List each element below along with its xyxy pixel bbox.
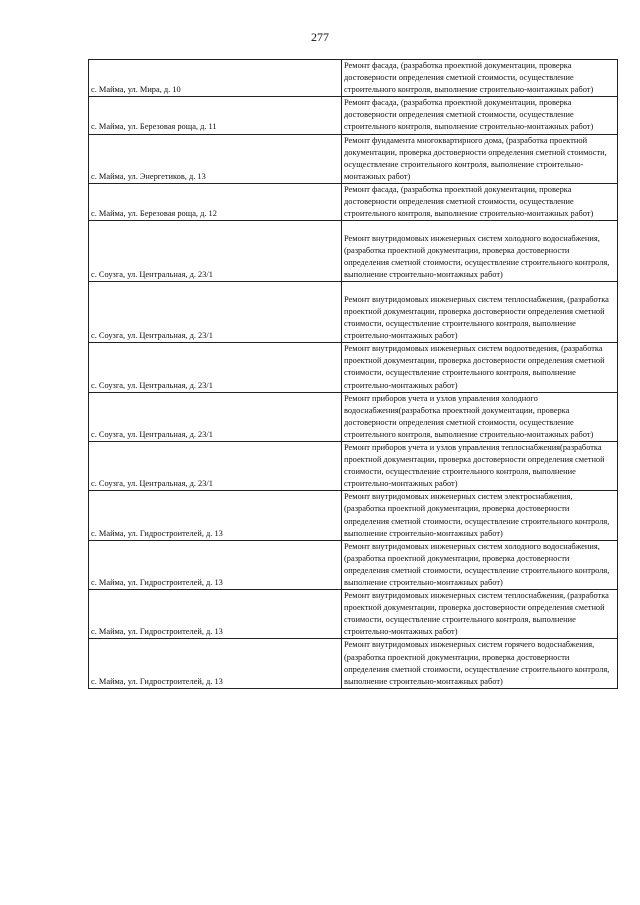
- work-description-cell: Ремонт внутридомовых инженерных систем водоотведения, (разработка проектной документации, проверка достоверности определения сметной стоимости, осуществление строительного контроля, выполнение строительно-монтажных работ): [342, 343, 618, 392]
- address-cell: с. Соузга, ул. Центральная, д. 23/1: [89, 343, 342, 392]
- table-row: [89, 60, 618, 97]
- work-description-cell: Ремонт внутридомовых инженерных систем холодного водоснабжения, (разработка проектной документации, проверка достоверности определения сметной стоимости, осуществление строительного контроля, выполнение строительно-монтажных работ): [342, 221, 618, 282]
- table-row: [89, 221, 618, 282]
- work-description-cell: Ремонт внутридомовых инженерных систем горячего водоснабжения, (разработка проектной документации, проверка достоверности определения сметной стоимости, осуществление строительного контроля, выполнение строительно-монтажных работ): [342, 639, 618, 688]
- work-description-cell: Ремонт приборов учета и узлов управления теплоснабжения(разработка проектной документации, проверка достоверности определения сметной стоимости, осуществление строительного контроля, выполнение строительно-монтажных работ): [342, 441, 618, 490]
- work-description-cell: Ремонт фасада, (разработка проектной документации, проверка достоверности определения сметной стоимости, осуществление строительного контроля, выполнение строительно-монтажных работ): [342, 60, 618, 97]
- table-row: [89, 343, 618, 392]
- address-cell: с. Соузга, ул. Центральная, д. 23/1: [89, 282, 342, 343]
- work-description-cell: Ремонт фундамента многоквартирного дома, (разработка проектной документации, проверка достоверности определения сметной стоимости, осуществление строительного контроля, выполнение строительно-монтажных работ): [342, 134, 618, 183]
- address-cell: с. Майма, ул. Березовая роща, д. 12: [89, 183, 342, 220]
- table-row: [89, 392, 618, 441]
- address-cell: с. Майма, ул. Березовая роща, д. 11: [89, 97, 342, 134]
- table-row: [89, 282, 618, 343]
- work-description-cell: Ремонт фасада, (разработка проектной документации, проверка достоверности определения сметной стоимости, осуществление строительного контроля, выполнение строительно-монтажных работ): [342, 183, 618, 220]
- table-row: [89, 491, 618, 540]
- work-description-cell: Ремонт внутридомовых инженерных систем холодного водоснабжения, (разработка проектной документации, проверка достоверности определения сметной стоимости, осуществление строительного контроля, выполнение строительно-монтажных работ): [342, 540, 618, 589]
- table-row: [89, 590, 618, 639]
- work-description-cell: Ремонт внутридомовых инженерных систем электроснабжения, (разработка проектной документации, проверка достоверности определения сметной стоимости, осуществление строительного контроля, выполнение строительно-монтажных работ): [342, 491, 618, 540]
- table-row: [89, 540, 618, 589]
- address-cell: с. Майма, ул. Гидростроителей, д. 13: [89, 491, 342, 540]
- address-cell: с. Майма, ул. Гидростроителей, д. 13: [89, 639, 342, 688]
- table-row: [89, 97, 618, 134]
- works-table: [88, 59, 618, 689]
- address-cell: с. Соузга, ул. Центральная, д. 23/1: [89, 221, 342, 282]
- work-description-cell: Ремонт внутридомовых инженерных систем теплоснабжения, (разработка проектной документации, проверка достоверности определения сметной стоимости, осуществление строительного контроля, выполнение строительно-монтажных работ): [342, 590, 618, 639]
- page-number: 277: [311, 30, 329, 44]
- work-description-cell: Ремонт фасада, (разработка проектной документации, проверка достоверности определения сметной стоимости, осуществление строительного контроля, выполнение строительно-монтажных работ): [342, 97, 618, 134]
- address-cell: с. Майма, ул. Мира, д. 10: [89, 60, 342, 97]
- work-description-cell: Ремонт внутридомовых инженерных систем теплоснабжения, (разработка проектной документации, проверка достоверности определения сметной стоимости, осуществление строительного контроля, выполнение строительно-монтажных работ): [342, 282, 618, 343]
- address-cell: с. Майма, ул. Энергетиков, д. 13: [89, 134, 342, 183]
- table-row: [89, 134, 618, 183]
- address-cell: с. Майма, ул. Гидростроителей, д. 13: [89, 590, 342, 639]
- table-row: [89, 441, 618, 490]
- address-cell: с. Майма, ул. Гидростроителей, д. 13: [89, 540, 342, 589]
- address-cell: с. Соузга, ул. Центральная, д. 23/1: [89, 392, 342, 441]
- table-row: [89, 639, 618, 688]
- address-cell: с. Соузга, ул. Центральная, д. 23/1: [89, 441, 342, 490]
- work-description-cell: Ремонт приборов учета и узлов управления холодного водоснабжения(разработка проектной документации, проверка достоверности определения сметной стоимости, осуществление строительного контроля, выполнение строительно-монтажных работ): [342, 392, 618, 441]
- table-row: [89, 183, 618, 220]
